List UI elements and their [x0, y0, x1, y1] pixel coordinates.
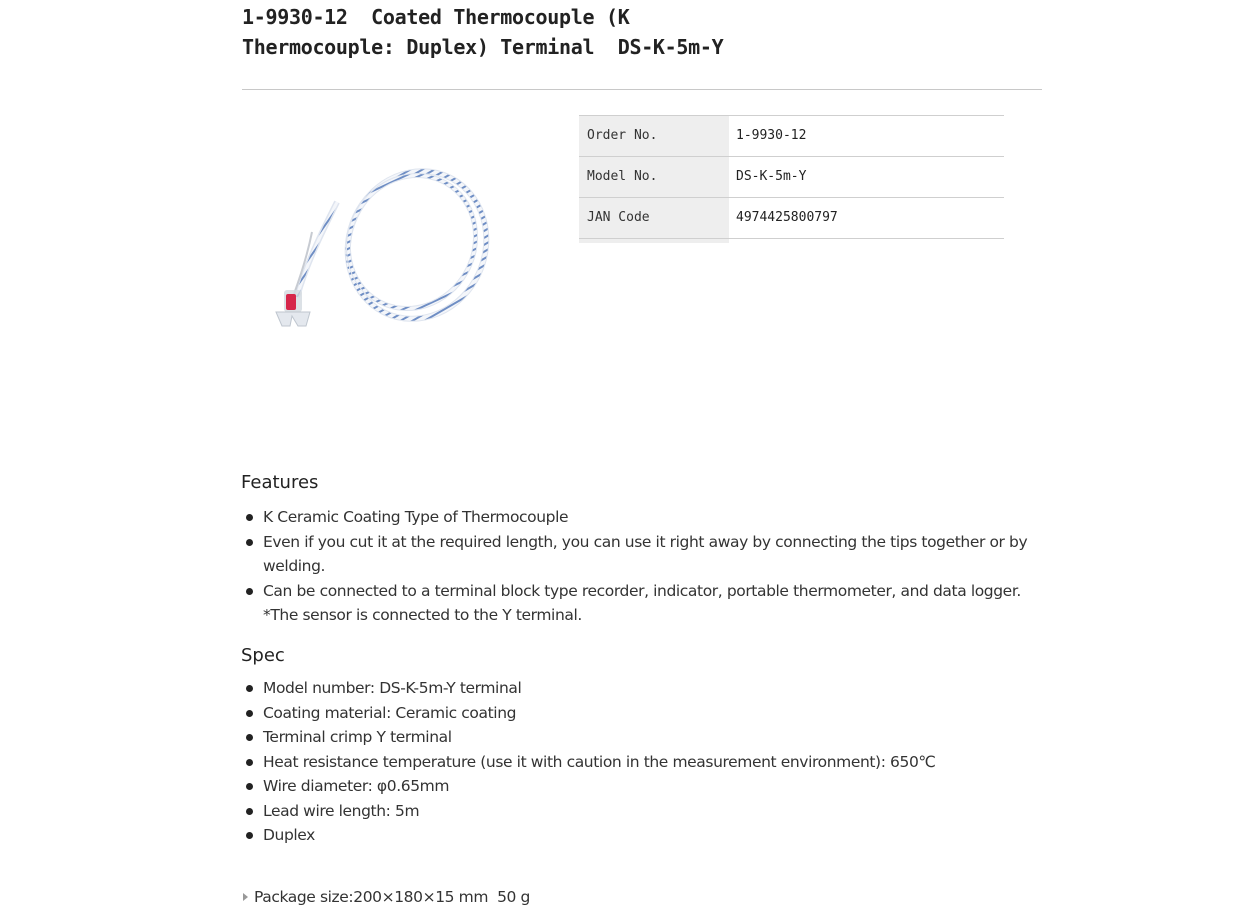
spec-label: Order No.	[587, 128, 658, 143]
spec-value: 1-9930-12	[736, 128, 807, 143]
product-title-line-2: Thermocouple: Duplex) Terminal DS-K-5m-Y	[242, 35, 724, 59]
product-title	[242, 2, 802, 62]
features-heading: Features	[241, 472, 319, 493]
list-item: Coating material: Ceramic coating	[242, 701, 1042, 726]
features-list	[242, 505, 1042, 628]
spec-heading: Spec	[241, 645, 285, 666]
triangle-right-icon	[243, 893, 248, 901]
spec-list	[242, 676, 1042, 848]
product-title-line-1: 1-9930-12 Coated Thermocouple (K	[242, 5, 630, 29]
spec-table	[579, 115, 1004, 243]
list-item: Heat resistance temperature (use it with caution in the measurement environment): 650℃	[242, 750, 1042, 775]
package-size	[242, 888, 530, 906]
list-item: Can be connected to a terminal block type recorder, indicator, portable thermometer, and data logger. *The sensor is connected to the Y terminal.	[242, 579, 1042, 628]
list-item: Duplex	[242, 823, 1042, 848]
list-item: Lead wire length: 5m	[242, 799, 1042, 824]
product-image	[242, 112, 532, 342]
spec-value: 4974425800797	[736, 210, 838, 225]
spec-label: JAN Code	[587, 210, 650, 225]
spec-row-model-no	[579, 156, 1004, 198]
spec-row-jan-code	[579, 197, 1004, 239]
thermocouple-product-image	[242, 112, 532, 342]
list-item: Even if you cut it at the required length, you can use it right away by connecting the tips together or by welding.	[242, 530, 1042, 579]
title-divider	[242, 89, 1042, 90]
spec-label: Model No.	[587, 169, 658, 184]
package-size-text: Package size:200×180×15 mm 50 g	[254, 888, 530, 906]
list-item: Model number: DS-K-5m-Y terminal	[242, 676, 1042, 701]
spec-value: DS-K-5m-Y	[736, 169, 807, 184]
spec-table-bottom-border	[579, 238, 1004, 239]
list-item: Wire diameter: φ0.65mm	[242, 774, 1042, 799]
spec-row-order-no	[579, 115, 1004, 157]
list-item: Terminal crimp Y terminal	[242, 725, 1042, 750]
list-item: K Ceramic Coating Type of Thermocouple	[242, 505, 1042, 530]
